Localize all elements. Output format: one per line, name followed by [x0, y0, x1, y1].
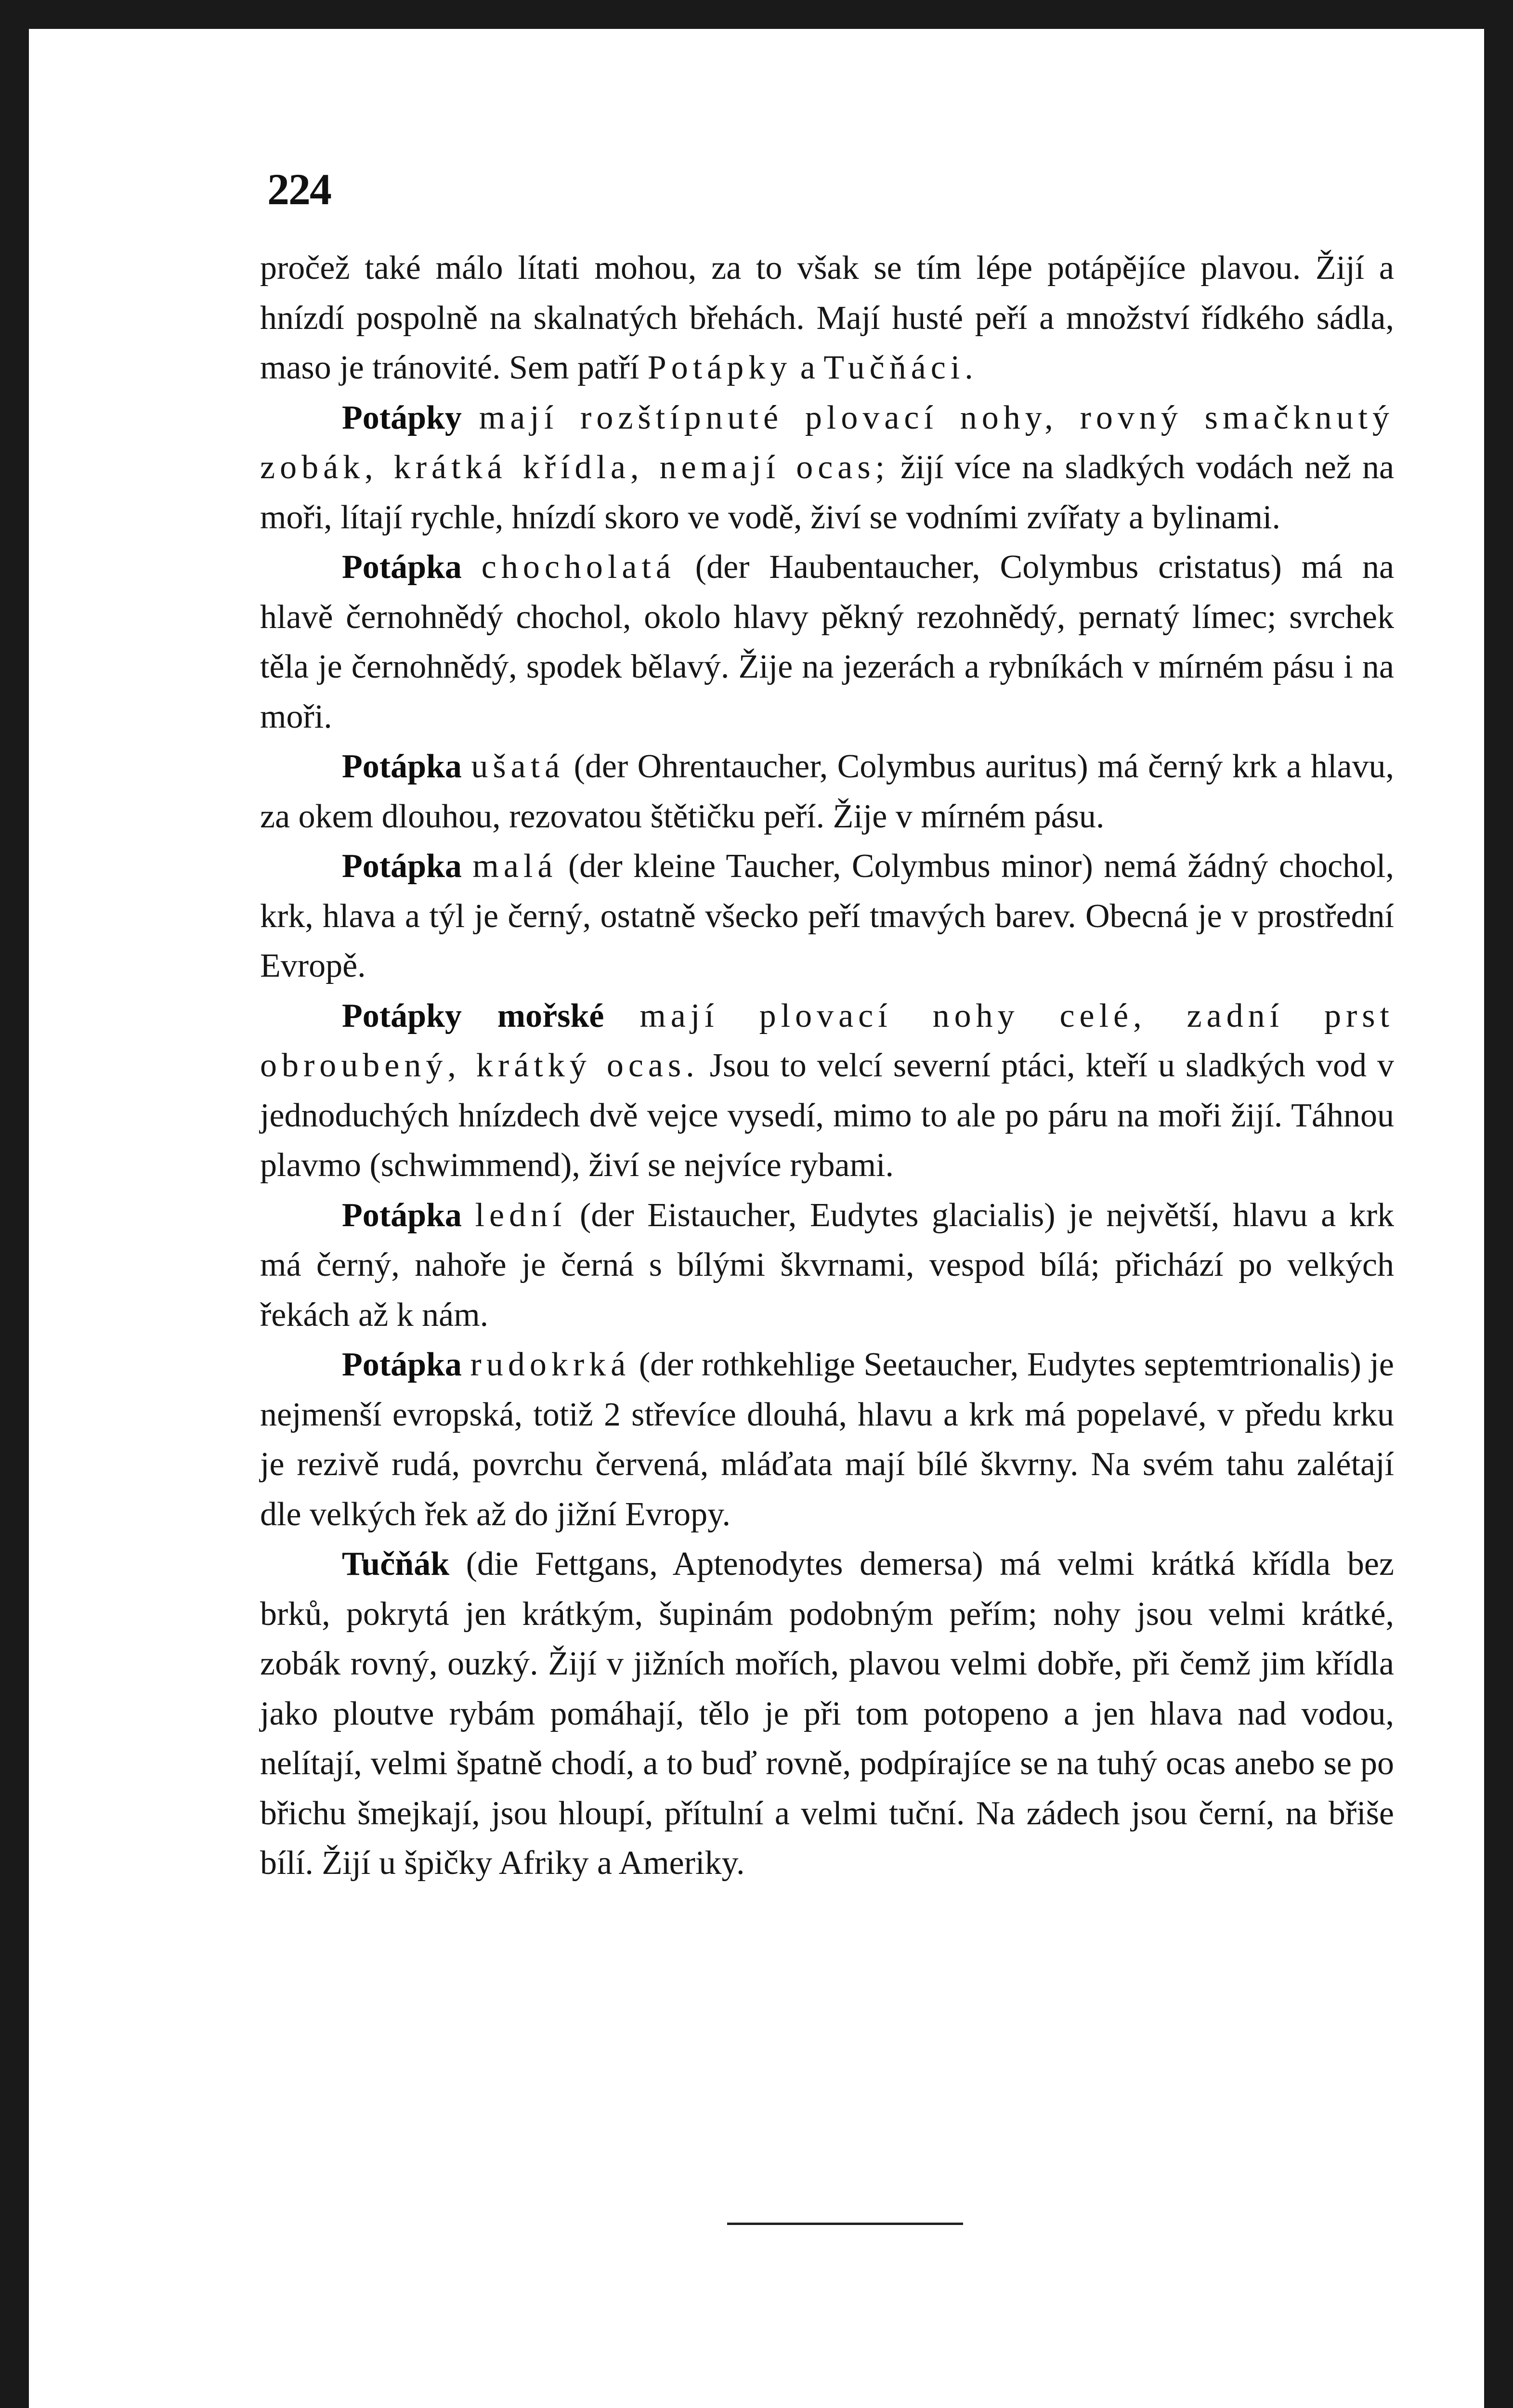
entry-heading: Potápka [342, 1346, 462, 1383]
spaced-emphasis: mají rozštípnuté plovací nohy, rovný smačknutý zobák, krátká křídla, nemají ocas; [260, 399, 1394, 486]
paragraph [260, 542, 1394, 742]
book-page [29, 29, 1484, 2408]
entry-heading: Tučňák [342, 1545, 450, 1583]
paragraph-text: . [965, 349, 973, 386]
paragraph [260, 1539, 1394, 1888]
paragraph-text [462, 1346, 470, 1383]
spaced-emphasis: Potápky [647, 349, 792, 386]
paragraph [260, 243, 1394, 393]
paragraph-text [462, 848, 472, 885]
paragraph-text [462, 399, 479, 436]
paragraph-text: (der Haubentaucher, Colymbus cristatus) má na hlavě černohnědý chochol, okolo hlavy pěkný rezohnědý, pernatý límec; svrchek těla je černohnědý, spodek bělavý. Žije na jezerách a rybníkách v mírném pásu i na moři. [260, 549, 1395, 735]
paragraph-text: a [792, 349, 824, 386]
paragraph-text [604, 997, 639, 1034]
page-number: 224 [267, 165, 331, 214]
entry-heading: Potápka [342, 848, 462, 885]
entry-heading: Potápka [342, 549, 462, 586]
paragraph-text: Jsou to velcí severní ptáci, kteří u sladkých vod v jednoduchých hnízdech dvě vejce vysedí, mimo to ale po páru na moři žijí. Táhnou plavmo (schwimmend), živí se nejvíce rybami. [260, 1047, 1394, 1184]
end-rule [727, 2223, 963, 2225]
entry-heading: Potápky mořské [342, 997, 604, 1034]
paragraph [260, 1191, 1394, 1340]
entry-heading: Potápka [342, 748, 462, 785]
paragraph [260, 742, 1394, 841]
paragraph-text: (der Ohrentaucher, Colymbus auritus) má černý krk a hlavu, za okem dlouhou, rezovatou štětičku peří. Žije v mírném pásu. [260, 748, 1395, 835]
spaced-emphasis: rudokrká [470, 1346, 631, 1383]
paragraph [260, 991, 1394, 1191]
spaced-emphasis: ušatá [471, 748, 565, 785]
paragraph [260, 1340, 1394, 1539]
body-text [260, 243, 1394, 1888]
paragraph-text: (die Fettgans, Aptenodytes demersa) má velmi krátká křídla bez brků, pokrytá jen krátkým, šupinám podobným peřím; nohy jsou velmi krátké, zobák rovný, ouzký. Žijí v jižních mořích, plavou velmi dobře, při čemž jim křídla jako ploutve rybám pomáhají, tělo je při tom potopeno a jen hlava nad vodou, nelítají, velmi špatně chodí, a to buď rovně, podpírajíce se na tuhý ocas anebo se po břichu šmejkají, jsou hloupí, přítulní a velmi tuční. Na zádech jsou černí, na břiše bílí. Žijí u špičky Afriky a Ameriky. [260, 1545, 1394, 1882]
spaced-emphasis: Tučňáci [823, 349, 965, 386]
paragraph [260, 393, 1394, 543]
paragraph-text [462, 549, 482, 586]
spaced-emphasis: chocholatá [481, 549, 676, 586]
entry-heading: Potápky [342, 399, 462, 436]
entry-heading: Potápka [342, 1196, 462, 1234]
spaced-emphasis: malá [472, 848, 558, 885]
paragraph-text [462, 1197, 475, 1234]
paragraph [260, 841, 1394, 991]
paragraph-text: (der Eistaucher, Eudytes glacialis) je největší, hlavu a krk má černý, nahoře je černá s bílými škvrnami, vespod bílá; přichází po velkých řekách až k nám. [260, 1196, 1395, 1334]
paragraph-text: (der kleine Taucher, Colymbus minor) nemá žádný chochol, krk, hlava a týl je černý, ostatně všecko peří tmavých barev. Obecná je v prostřední Evropě. [260, 848, 1394, 984]
paragraph-text: pročež také málo lítati mohou, za to však se tím lépe potápějíce plavou. Žijí a hnízdí pospolně na skalnatých břehách. Mají husté peří a množství řídkého sádla, maso je tránovité. Sem patří [260, 249, 1394, 386]
paragraph-text [462, 748, 471, 785]
paragraph-text: žijí více na sladkých vodách než na moři, lítají rychle, hnízdí skoro ve vodě, živí se vodními zvířaty a bylinami. [260, 449, 1395, 536]
paragraph-text: (der rothkehlige Seetaucher, Eudytes septemtrionalis) je nejmenší evropská, totiž 2 střevíce dlouhá, hlavu a krk má popelavé, v předu krku je rezivě rudá, povrchu červená, mláďata mají bílé škvrny. Na svém tahu zalétají dle velkých řek až do jižní Evropy. [260, 1346, 1394, 1533]
spaced-emphasis: mají plovací nohy celé, zadní prst obroubený, krátký ocas. [260, 997, 1394, 1084]
spaced-emphasis: lední [475, 1196, 567, 1234]
